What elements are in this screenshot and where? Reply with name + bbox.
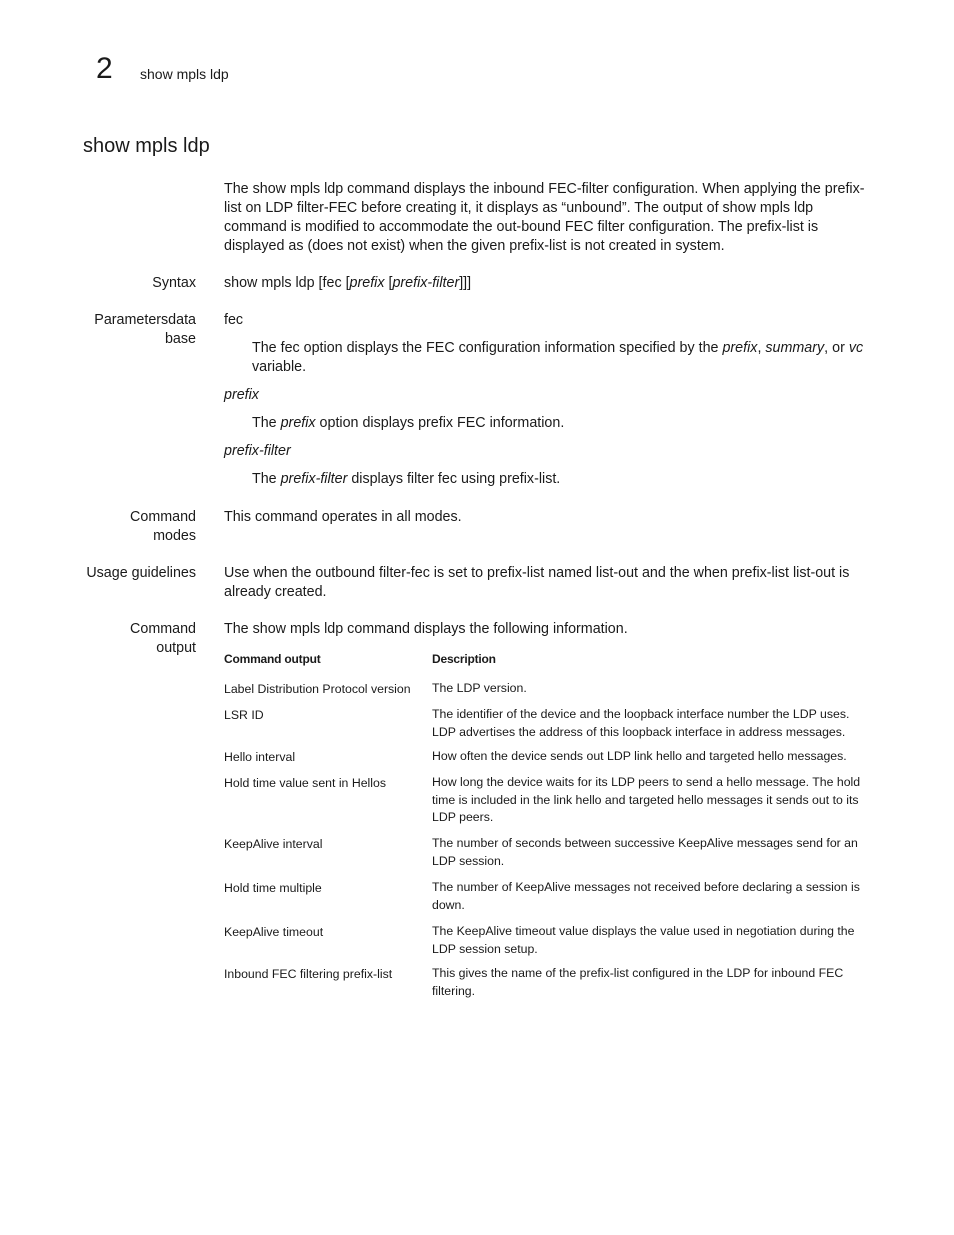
desc-part: displays filter fec using prefix-list. <box>347 471 561 487</box>
table-header-description: Description <box>432 652 496 666</box>
syntax-label: Syntax <box>152 275 196 291</box>
param-fec-name: fec <box>224 312 244 328</box>
running-header: show mpls ldp <box>140 66 229 82</box>
usage-label: Usage guidelines <box>86 565 196 581</box>
desc-part: summary <box>765 340 825 356</box>
table-cell-desc: The number of seconds between successive KeepAlive messages send for an LDP session. <box>432 836 858 868</box>
table-cell-name: Hold time multiple <box>224 881 322 895</box>
chapter-number: 2 <box>96 52 113 85</box>
parameters-label-line: base <box>164 331 196 347</box>
parameters-label <box>94 311 196 349</box>
parameters-label-line: Parametersdata <box>94 312 196 328</box>
table-cell-desc: This gives the name of the prefix-list configured in the LDP for inbound FEC filtering. <box>432 966 844 998</box>
table-cell-desc: The identifier of the device and the loopback interface number the LDP uses. LDP advertises the address of this loopback interface in address messages. <box>432 707 850 739</box>
command-modes-label-line: Command <box>130 509 196 525</box>
syntax-part: prefix-filter <box>392 275 460 291</box>
command-output-label <box>130 620 196 658</box>
syntax-part: show mpls ldp [fec [ <box>224 275 350 291</box>
table-cell-name: Hello interval <box>224 750 296 764</box>
desc-part: option displays prefix FEC information. <box>315 415 565 431</box>
command-output-label-line: Command <box>130 621 196 637</box>
desc-part: , or <box>824 340 849 356</box>
command-modes-label-line: modes <box>153 528 196 544</box>
command-output-intro: The show mpls ldp command displays the following information. <box>224 621 628 637</box>
table-cell-desc: The KeepAlive timeout value displays the value used in negotiation during the LDP session setup. <box>432 924 855 956</box>
param-filter-desc <box>252 470 877 489</box>
table-cell-name: KeepAlive timeout <box>224 925 324 939</box>
table-cell-desc: How often the device sends out LDP link hello and targeted hello messages. <box>432 749 847 763</box>
syntax-part: [ <box>384 275 393 291</box>
command-modes-text: This command operates in all modes. <box>224 509 462 525</box>
table-cell-name: Label Distribution Protocol version <box>224 682 411 696</box>
param-fec-desc <box>252 339 877 377</box>
table-cell-name: Hold time value sent in Hellos <box>224 776 386 790</box>
table-cell-name: Inbound FEC filtering prefix-list <box>224 967 393 981</box>
table-cell-desc: How long the device waits for its LDP peers to send a hello message. The hold time is included in the link hello and targeted hello messages it sends out to its LDP peers. <box>432 775 861 824</box>
table-header-command-output: Command output <box>224 652 321 666</box>
syntax-text <box>224 274 471 293</box>
intro-paragraph: The show mpls ldp command displays the inbound FEC-filter configuration. When applying the prefix-list on LDP filter-FEC before creating it, it displays as “unbound”. The output of show mpls ldp command is modified to accommodate the out-bound FEC filter configuration. The prefix-list is displayed as (does not exist) when the given prefix-list is not created in system. <box>224 181 865 254</box>
desc-part: The fec option displays the FEC configuration information specified by the <box>252 340 723 356</box>
desc-part: prefix-filter <box>280 471 348 487</box>
syntax-part: ]]] <box>459 275 472 291</box>
desc-part: variable. <box>252 359 307 375</box>
table-cell-name: KeepAlive interval <box>224 837 323 851</box>
desc-part: vc <box>848 340 864 356</box>
command-output-label-line: output <box>156 640 196 656</box>
table-cell-desc: The number of KeepAlive messages not received before declaring a session is down. <box>432 880 860 912</box>
command-modes-label <box>130 508 196 546</box>
desc-part: The <box>252 471 281 487</box>
table-cell-desc: The LDP version. <box>432 681 527 695</box>
desc-part: prefix <box>722 340 758 356</box>
syntax-part: prefix <box>349 275 385 291</box>
desc-part: , <box>757 340 766 356</box>
param-prefix-name: prefix <box>224 387 259 403</box>
param-filter-name: prefix-filter <box>224 443 291 459</box>
usage-text: Use when the outbound filter-fec is set to prefix-list named list-out and the when prefix-list list-out is already created. <box>224 565 850 600</box>
param-prefix-desc <box>252 414 877 433</box>
desc-part: The <box>252 415 281 431</box>
table-cell-name: LSR ID <box>224 708 264 722</box>
desc-part: prefix <box>280 415 316 431</box>
page-title: show mpls ldp <box>83 135 210 157</box>
